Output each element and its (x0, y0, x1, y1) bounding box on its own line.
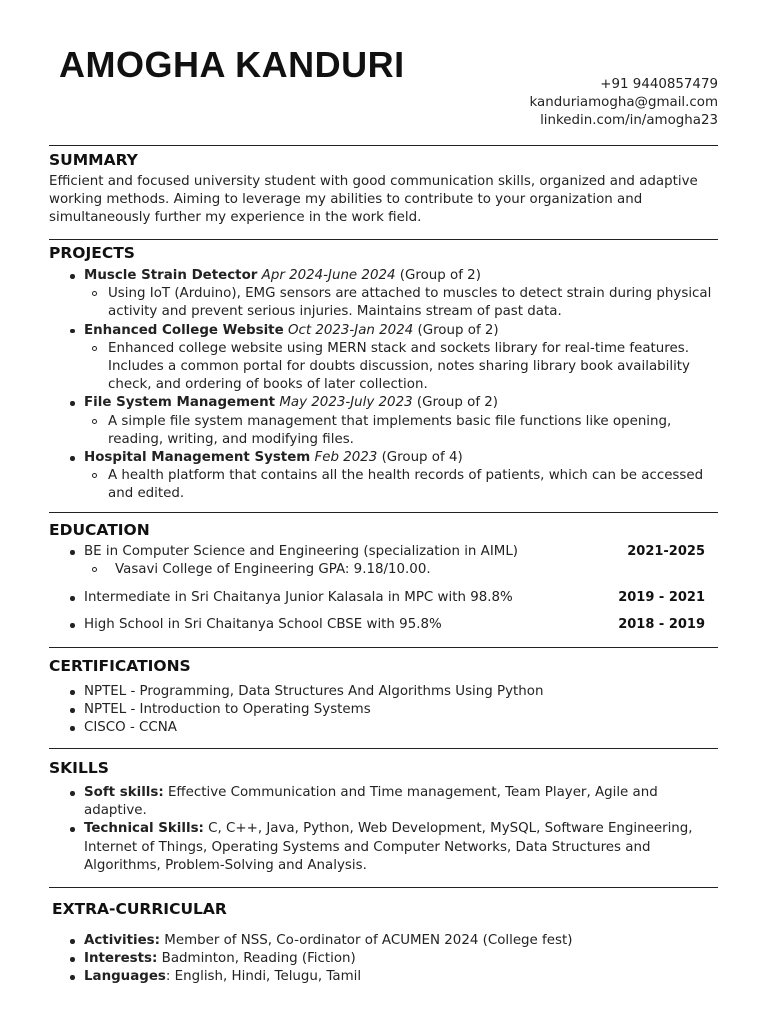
project-name: Muscle Strain Detector (84, 268, 258, 283)
education-years: 2021-2025 (627, 544, 705, 559)
extra-label: Languages (84, 969, 166, 985)
extra-item (67, 932, 719, 950)
project-date: May 2023-July 2023 (279, 395, 413, 411)
skill-label: Technical Skills: (84, 821, 204, 837)
education-institution: Vasavi College of Engineering GPA: 9.18/10.00. (67, 561, 705, 579)
education-item (67, 616, 705, 634)
divider (49, 145, 718, 146)
project-item (67, 322, 719, 340)
contact-block (530, 76, 719, 130)
extra-text: : English, Hindi, Telugu, Tamil (165, 969, 362, 985)
project-name: Enhanced College Website (84, 322, 284, 338)
project-name: File System Management (84, 395, 276, 411)
education-item (67, 589, 705, 607)
section-title-certifications: CERTIFICATIONS (49, 657, 191, 675)
divider (49, 887, 718, 888)
project-description: Using IoT (Arduino), EMG sensors are attached to muscles to detect strain during physical activity and prevent serious injuries. Maintains stream of past data. (67, 285, 719, 321)
section-title-summary: SUMMARY (49, 151, 138, 169)
project-group: (Group of 2) (416, 395, 499, 411)
extra-text: Badminton, Reading (Fiction) (157, 951, 356, 967)
skills-list (67, 784, 719, 875)
project-description: A simple file system management that implements basic file functions like opening, reading, writing, and modifying files. (67, 413, 719, 449)
project-name: Hospital Management System (84, 450, 311, 466)
skill-text: C, C++, Java, Python, Web Development, MySQL, Software Engineering, Internet of Things, Operating Systems and Computer Networks, Data Structures and Algorithms, Problem-Solving and Analysis. (84, 821, 693, 873)
certification-item: CISCO - CCNA (67, 719, 719, 737)
education-degree: High School in Sri Chaitanya School CBSE with 95.8% (67, 616, 705, 634)
extra-item (67, 950, 719, 968)
education-degree: Intermediate in Sri Chaitanya Junior Kalasala in MPC with 98.8% (67, 589, 705, 607)
skill-item (67, 820, 719, 875)
project-group: (Group of 4) (381, 450, 463, 466)
divider (49, 512, 718, 513)
project-date: Feb 2023 (314, 450, 378, 466)
email-address: kanduriamogha@gmail.com (529, 95, 718, 110)
project-item (67, 267, 719, 285)
project-group: (Group of 2) (417, 322, 499, 338)
project-description: A health platform that contains all the health records of patients, which can be accessed and edited. (67, 467, 719, 503)
skill-item (67, 784, 719, 820)
skill-text: Effective Communication and Time management, Team Player, Agile and adaptive. (84, 785, 658, 819)
project-group: (Group of 2) (399, 268, 481, 283)
project-description: Enhanced college website using MERN stack and sockets library for real-time features. Includes a common portal for doubts discussion, notes sharing library book availability check, and ordering of books of later collection. (67, 340, 719, 395)
certifications-list (67, 683, 719, 738)
certification-item: NPTEL - Programming, Data Structures And Algorithms Using Python (67, 683, 719, 701)
project-date: Apr 2024-June 2024 (261, 268, 396, 283)
section-title-skills: SKILLS (49, 759, 109, 777)
extra-label: Activities: (84, 933, 161, 948)
skill-label: Soft skills: (84, 785, 164, 800)
summary-text: Efficient and focused university student with good communication skills, organized and adaptive working methods. Aiming to leverage my abilities to contribute to your organization and simultaneously further my experience in the work field. (49, 174, 698, 226)
section-title-education: EDUCATION (49, 521, 150, 539)
candidate-name: AMOGHA KANDURI (59, 44, 405, 85)
extra-text: Member of NSS, Co-ordinator of ACUMEN 2024 (College fest) (160, 933, 573, 948)
divider (49, 647, 718, 648)
project-item (67, 394, 719, 412)
education-years: 2019 - 2021 (618, 590, 705, 605)
extra-item (67, 968, 719, 986)
divider (49, 748, 718, 749)
section-title-extra-curricular: EXTRA-CURRICULAR (52, 900, 227, 918)
divider (49, 239, 718, 240)
project-date: Oct 2023-Jan 2024 (287, 322, 414, 338)
section-title-projects: PROJECTS (49, 244, 135, 262)
education-degree: BE in Computer Science and Engineering (specialization in AIML) (67, 543, 705, 561)
extra-curricular-list (67, 932, 719, 987)
education-years: 2018 - 2019 (618, 617, 705, 632)
project-item (67, 449, 719, 467)
phone-number: +91 9440857479 (600, 77, 718, 92)
linkedin-url: linkedin.com/in/amogha23 (540, 113, 718, 128)
education-list (67, 543, 719, 638)
extra-label: Interests: (84, 951, 158, 967)
certification-item: NPTEL - Introduction to Operating Systems (67, 701, 719, 719)
projects-list (67, 267, 719, 504)
education-item (67, 543, 705, 579)
